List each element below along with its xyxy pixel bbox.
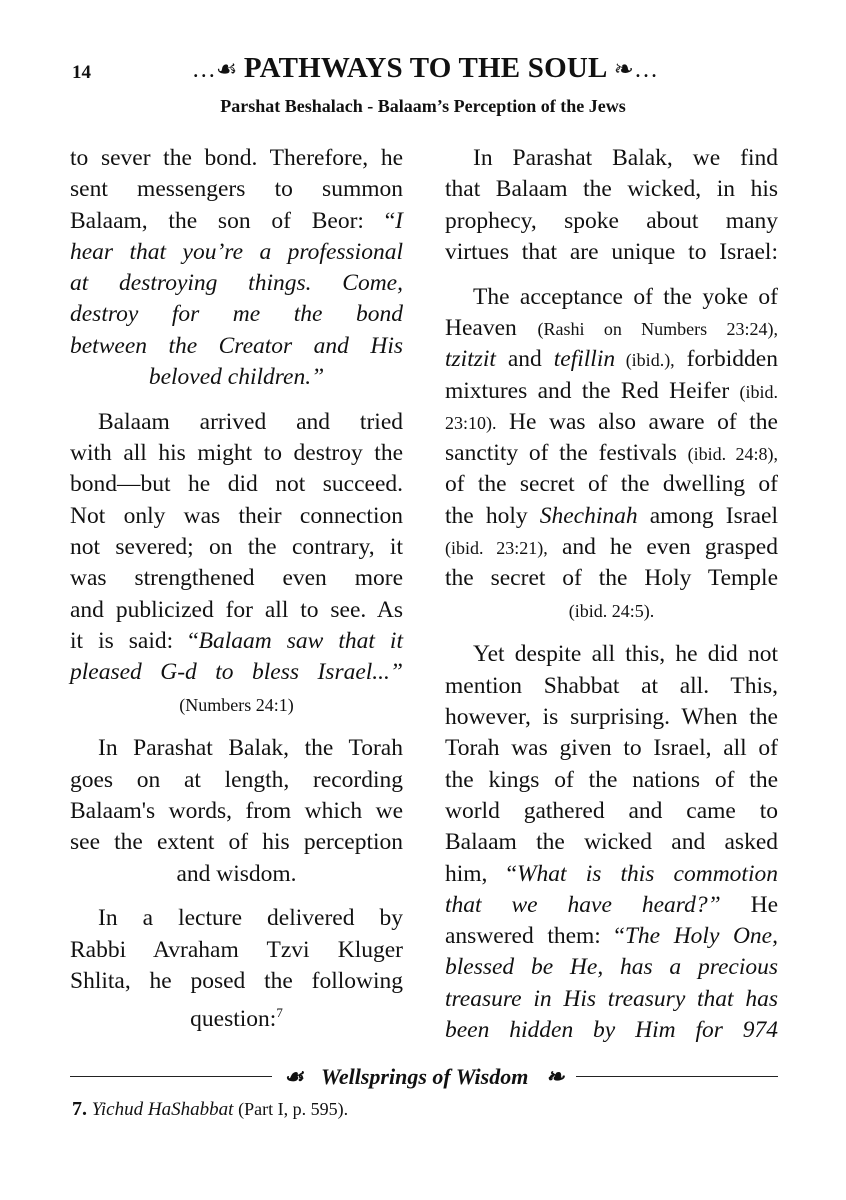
text-line bbox=[70, 689, 403, 720]
paragraph bbox=[70, 733, 403, 889]
text-segment: beloved children.” bbox=[148, 364, 325, 391]
text-line bbox=[445, 595, 778, 626]
text-line bbox=[445, 174, 778, 205]
text-segment: mention Shabbat at all. This, bbox=[445, 672, 778, 699]
text-segment: between the Creator and His bbox=[70, 332, 403, 359]
text-line bbox=[445, 859, 778, 890]
text-line bbox=[70, 299, 403, 330]
page-number: 14 bbox=[72, 62, 91, 83]
text-segment: Balaam's words, from which we bbox=[70, 797, 403, 824]
text-line bbox=[445, 952, 778, 983]
text-segment: Heaven bbox=[445, 314, 538, 341]
left-ornament-icon: …☙ bbox=[191, 57, 244, 83]
text-segment: In Parashat Balak, we find bbox=[473, 145, 778, 171]
text-segment: The acceptance of the yoke of bbox=[473, 283, 778, 310]
text-line bbox=[445, 765, 778, 796]
text-line bbox=[445, 1015, 778, 1046]
text-segment: (ibid. bbox=[739, 381, 778, 402]
text-segment: hear that you’re a professional bbox=[70, 238, 403, 265]
text-line bbox=[445, 796, 778, 827]
text-line bbox=[445, 282, 778, 313]
text-line bbox=[445, 827, 778, 858]
text-line bbox=[70, 563, 403, 594]
text-segment: He was also aware of the bbox=[496, 408, 778, 435]
text-segment: Shlita, he posed the following bbox=[70, 967, 403, 994]
paragraph bbox=[445, 639, 778, 1046]
text-line bbox=[445, 344, 778, 375]
text-line bbox=[445, 438, 778, 469]
text-segment: In Parashat Balak, the Torah bbox=[98, 735, 403, 762]
text-segment: see the extent of his perception bbox=[70, 829, 403, 856]
text-segment: with all his might to destroy the bbox=[70, 440, 403, 467]
text-segment: and publicized for all to see. As bbox=[70, 596, 403, 623]
text-segment: Yet despite all this, he did not bbox=[473, 641, 778, 668]
text-line bbox=[445, 702, 778, 733]
text-line bbox=[70, 657, 403, 688]
text-line bbox=[445, 501, 778, 532]
text-segment: it is said: “ bbox=[70, 627, 199, 654]
text-segment: forbidden bbox=[674, 346, 778, 373]
text-segment: Balaam arrived and tried bbox=[98, 408, 403, 435]
text-segment: sent messengers to summon bbox=[70, 176, 403, 203]
paragraph bbox=[70, 143, 403, 393]
paragraph bbox=[445, 143, 778, 268]
text-segment: Balaam saw that it bbox=[198, 627, 403, 654]
text-line bbox=[70, 532, 403, 563]
ornament-icon: ☙ bbox=[278, 1064, 315, 1089]
text-line bbox=[70, 143, 403, 174]
text-line bbox=[70, 407, 403, 438]
text-segment: He bbox=[720, 891, 779, 918]
text-line bbox=[445, 376, 778, 407]
text-segment: treasure in His treasury that has bbox=[445, 985, 778, 1012]
text-segment: destroy for me the bond bbox=[70, 301, 403, 328]
text-line bbox=[445, 206, 778, 237]
text-segment: and bbox=[495, 346, 554, 373]
running-header bbox=[130, 52, 720, 85]
text-segment: the kings of the nations of the bbox=[445, 766, 778, 793]
text-segment: Balaam the wicked and asked bbox=[445, 829, 778, 856]
text-line bbox=[70, 174, 403, 205]
footnote-marker: 7 bbox=[276, 1005, 283, 1021]
text-line bbox=[445, 143, 778, 174]
text-line bbox=[70, 966, 403, 997]
text-segment: tefillin bbox=[553, 346, 616, 373]
paragraph bbox=[70, 903, 403, 1033]
text-line bbox=[445, 407, 778, 438]
left-column bbox=[70, 143, 403, 1042]
text-line bbox=[445, 921, 778, 952]
text-segment: tzitzit bbox=[445, 346, 496, 373]
text-segment: of the secret of the dwelling of bbox=[445, 471, 778, 498]
text-segment: among Israel bbox=[637, 502, 778, 529]
text-segment: and he even grasped bbox=[547, 534, 778, 561]
right-ornament-icon: ❧… bbox=[607, 57, 659, 83]
text-segment: Not only was their connection bbox=[70, 502, 403, 529]
text-line bbox=[70, 331, 403, 362]
text-segment: prophecy, spoke about many bbox=[445, 207, 778, 234]
text-segment: and wisdom. bbox=[176, 860, 297, 887]
text-line bbox=[445, 469, 778, 500]
text-segment: (ibid. 23:21), bbox=[445, 538, 548, 559]
text-segment: Torah was given to Israel, all of bbox=[445, 735, 778, 762]
text-segment: was strengthened even more bbox=[70, 565, 403, 592]
text-line bbox=[445, 733, 778, 764]
text-segment: (ibid.), bbox=[615, 350, 675, 371]
text-segment: the secret of the Holy Temple bbox=[445, 565, 778, 592]
text-segment: 23:10). bbox=[445, 412, 497, 433]
text-line bbox=[70, 362, 403, 393]
text-segment: virtues that are unique to Israel: bbox=[445, 238, 778, 265]
text-line bbox=[70, 237, 403, 268]
text-segment: mixtures and the Red Heifer bbox=[445, 377, 740, 404]
paragraph bbox=[70, 407, 403, 720]
text-segment: The Holy One, bbox=[624, 923, 778, 950]
text-segment: question: bbox=[190, 1006, 277, 1033]
text-segment: I bbox=[395, 207, 403, 234]
text-segment: (Numbers 24:1) bbox=[179, 694, 294, 715]
paragraph bbox=[445, 282, 778, 626]
text-segment: What is this commotion bbox=[516, 860, 778, 887]
text-segment: (ibid. 24:5). bbox=[568, 600, 655, 621]
text-line bbox=[70, 206, 403, 237]
text-line bbox=[70, 626, 403, 657]
text-line bbox=[445, 639, 778, 670]
text-line bbox=[70, 935, 403, 966]
footnote-reference: (Part I, p. 595). bbox=[238, 1099, 349, 1119]
text-segment: been hidden by Him for 974 bbox=[445, 1017, 778, 1044]
text-line bbox=[70, 268, 403, 299]
text-line bbox=[70, 859, 403, 890]
text-line bbox=[70, 595, 403, 626]
text-line bbox=[70, 469, 403, 500]
text-line bbox=[70, 501, 403, 532]
text-line bbox=[445, 563, 778, 594]
text-line bbox=[445, 984, 778, 1015]
text-segment: sanctity of the festivals bbox=[445, 440, 688, 467]
ornament-icon: ❧ bbox=[534, 1064, 570, 1089]
text-segment: however, is surprising. When the bbox=[445, 704, 778, 731]
text-segment: Shechinah bbox=[539, 502, 638, 529]
text-line bbox=[70, 733, 403, 764]
text-segment: Balaam, the son of Beor: “ bbox=[70, 207, 396, 234]
text-segment: that we have heard?” bbox=[445, 891, 721, 918]
footnote bbox=[72, 1098, 348, 1121]
text-line bbox=[445, 671, 778, 702]
chapter-title: Parshat Beshalach - Balaam’s Perception of the Jews bbox=[220, 96, 626, 116]
footnote-divider bbox=[70, 1064, 778, 1088]
text-segment: In a lecture delivered by bbox=[98, 905, 403, 932]
text-line bbox=[70, 765, 403, 796]
text-segment: pleased G-d to bless Israel...” bbox=[70, 659, 403, 686]
text-line bbox=[70, 997, 403, 1033]
text-segment: answered them: “ bbox=[445, 923, 625, 950]
text-segment: at destroying things. Come, bbox=[70, 270, 403, 297]
text-line bbox=[445, 313, 778, 344]
divider-label: Wellsprings of Wisdom bbox=[315, 1064, 534, 1089]
text-segment: blessed be He, has a precious bbox=[445, 954, 778, 981]
right-column bbox=[445, 143, 778, 1060]
text-segment: to sever the bond. Therefore, he bbox=[70, 145, 403, 171]
text-segment: (ibid. 24:8), bbox=[687, 444, 778, 465]
text-segment: goes on at length, recording bbox=[70, 766, 403, 793]
text-segment: not severed; on the contrary, it bbox=[70, 534, 403, 561]
footnote-number: 7. bbox=[72, 1098, 87, 1120]
book-title: PATHWAYS TO THE SOUL bbox=[243, 52, 608, 84]
text-segment: world gathered and came to bbox=[445, 797, 778, 824]
text-line bbox=[70, 796, 403, 827]
text-line bbox=[445, 890, 778, 921]
text-line bbox=[70, 827, 403, 858]
text-segment: (Rashi on Numbers 23:24), bbox=[537, 318, 778, 339]
text-line bbox=[445, 237, 778, 268]
text-line bbox=[70, 438, 403, 469]
text-segment: bond—but he did not succeed. bbox=[70, 471, 403, 498]
text-segment: that Balaam the wicked, in his bbox=[445, 176, 778, 203]
footnote-title: Yichud HaShabbat bbox=[91, 1099, 234, 1120]
text-segment: the holy bbox=[445, 502, 540, 529]
text-segment: Rabbi Avraham Tzvi Kluger bbox=[70, 936, 403, 963]
text-line bbox=[445, 532, 778, 563]
text-line bbox=[70, 903, 403, 934]
text-segment: him, “ bbox=[445, 860, 517, 887]
